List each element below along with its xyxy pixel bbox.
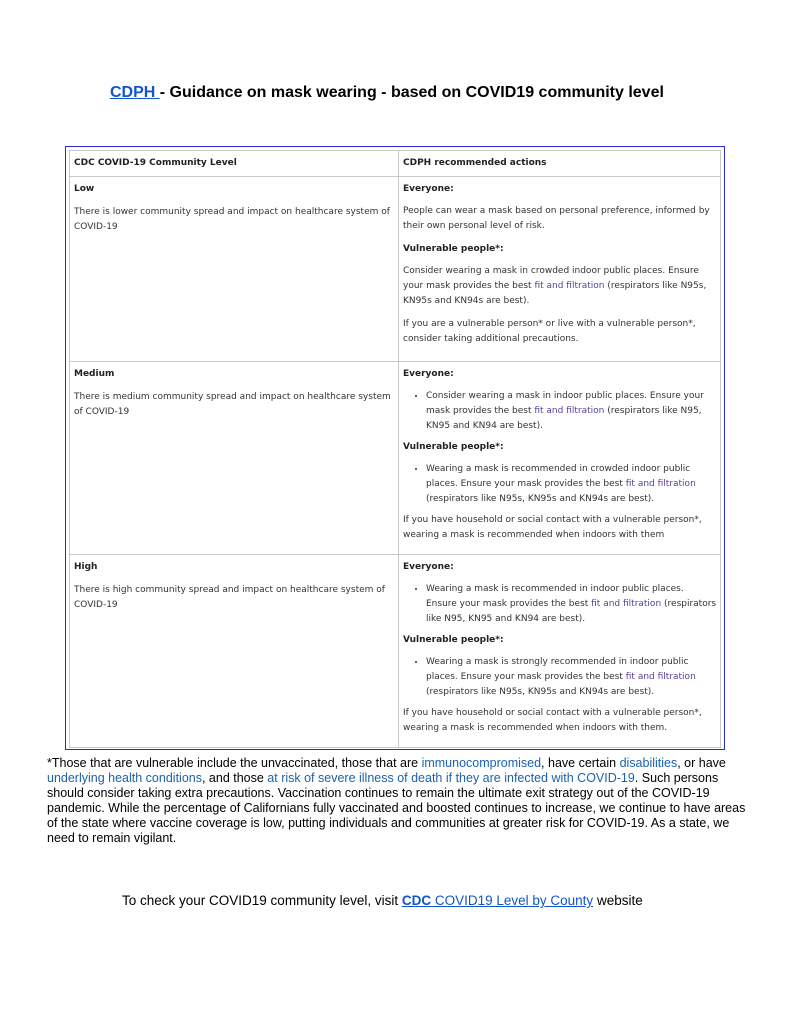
high-extra: If you have household or social contact with a vulnerable person*, wearing a mask is recommended when indoors with them.	[403, 708, 702, 733]
guidance-table	[69, 150, 721, 748]
text-span: Wearing a mask is recommended in indoor public places. Ensure your mask provides the best	[426, 584, 684, 609]
medium-description: There is medium community spread and impact on healthcare system of COVID-19	[74, 392, 391, 417]
low-everyone-text: People can wear a mask based on personal preference, informed by their own personal level of risk.	[403, 206, 710, 231]
underlying-conditions-link[interactable]: underlying health conditions	[47, 771, 202, 785]
low-vulnerable-label: Vulnerable people*:	[403, 244, 504, 254]
level-low: Low	[74, 184, 95, 194]
medium-vulnerable-label: Vulnerable people*:	[403, 442, 504, 452]
text-span: (respirators like N95s, KN95s and KN94s are best).	[403, 281, 707, 306]
high-description: There is high community spread and impact on healthcare system of COVID-19	[74, 585, 385, 610]
table-row-medium	[70, 362, 721, 555]
high-vulnerable-list	[403, 655, 717, 700]
text-span: Consider wearing a mask in indoor public places. Ensure your mask provides the best	[426, 391, 704, 416]
header-recommended-actions: CDPH recommended actions	[399, 151, 721, 177]
high-actions-cell	[399, 555, 721, 748]
low-level-cell	[70, 177, 399, 362]
text-span: , have certain	[541, 756, 620, 770]
medium-everyone-label: Everyone:	[403, 369, 454, 379]
text-span: (respirators like N95s, KN95s and KN94s are best).	[426, 494, 655, 504]
text-span: Wearing a mask is strongly recommended in indoor public places. Ensure your mask provides the best	[426, 657, 689, 682]
text-span: *Those that are vulnerable include the unvaccinated, those that are	[47, 756, 422, 770]
list-item	[426, 462, 717, 507]
text-span: , or have	[677, 756, 726, 770]
text-span: Consider wearing a mask in crowded indoor public places. Ensure your mask provides the best	[403, 266, 699, 291]
text-span: To check your COVID19 community level, visit	[122, 893, 402, 908]
fit-filtration-link[interactable]: fit and filtration	[534, 281, 605, 291]
text-span: (respirators like N95, KN95 and KN94 are best).	[426, 599, 717, 624]
text-span: (respirators like N95, KN95 and KN94 are best).	[426, 406, 702, 431]
cdc-bold-text: CDC	[401, 893, 432, 908]
high-everyone-list	[403, 582, 717, 627]
high-level-cell	[70, 555, 399, 748]
medium-vulnerable-list	[403, 462, 717, 507]
fit-filtration-link[interactable]: fit and filtration	[625, 672, 696, 682]
low-everyone-label: Everyone:	[403, 184, 454, 194]
text-span: , and those	[201, 771, 268, 785]
medium-actions-cell	[399, 362, 721, 555]
text-span: COVID19 Level by County	[431, 893, 594, 908]
text-span: website	[593, 893, 643, 908]
level-medium: Medium	[74, 369, 115, 379]
check-level-line	[122, 893, 643, 908]
level-high: High	[74, 562, 98, 572]
high-everyone-label: Everyone:	[403, 562, 454, 572]
cdc-level-by-county-link[interactable]	[402, 893, 593, 908]
text-span: Wearing a mask is recommended in crowded indoor public places. Ensure your mask provides the best	[426, 464, 691, 489]
immunocompromised-link[interactable]: immunocompromised	[421, 756, 542, 770]
low-actions-cell	[399, 177, 721, 362]
high-vulnerable-label: Vulnerable people*:	[403, 635, 504, 645]
table-row-high	[70, 555, 721, 748]
fit-filtration-link[interactable]: fit and filtration	[534, 406, 605, 416]
cdph-link[interactable]: CDPH	[110, 84, 160, 101]
list-item	[426, 582, 717, 627]
medium-everyone-list	[403, 389, 717, 434]
list-item	[426, 655, 717, 700]
text-span: (respirators like N95s, KN95s and KN94s are best).	[426, 687, 655, 697]
table-row-low	[70, 177, 721, 362]
disabilities-link[interactable]: disabilities	[619, 756, 678, 770]
page-title	[110, 84, 750, 102]
header-community-level: CDC COVID-19 Community Level	[70, 151, 399, 177]
low-description: There is lower community spread and impact on healthcare system of COVID-19	[74, 207, 390, 232]
low-vulnerable-text	[403, 264, 717, 309]
severe-illness-link[interactable]: at risk of severe illness of death if they are infected with COVID-19	[267, 771, 635, 785]
table-header-row	[70, 151, 721, 177]
medium-level-cell	[70, 362, 399, 555]
low-extra: If you are a vulnerable person* or live with a vulnerable person*, consider taking additional precautions.	[403, 319, 696, 344]
list-item	[426, 389, 717, 434]
fit-filtration-link[interactable]: fit and filtration	[591, 599, 662, 609]
title-text: - Guidance on mask wearing - based on COVID19 community level	[159, 84, 664, 101]
medium-extra: If you have household or social contact with a vulnerable person*, wearing a mask is recommended when indoors with them	[403, 515, 702, 540]
fit-filtration-link[interactable]: fit and filtration	[625, 479, 696, 489]
vulnerable-footnote	[47, 756, 747, 846]
guidance-table-frame	[65, 146, 725, 750]
text-span: . Such persons should consider taking extra precautions. Vaccination continues to remain the ultimate exit strategy out of the COVID-19 pandemic. While the percentage of Californians fully vaccinated and boosted continues to increase, we continue to have areas of the state where vaccine coverage is low, putting individuals and communities at greater risk for COVID-19. As a state, we need to remain vigilant.	[47, 771, 746, 845]
